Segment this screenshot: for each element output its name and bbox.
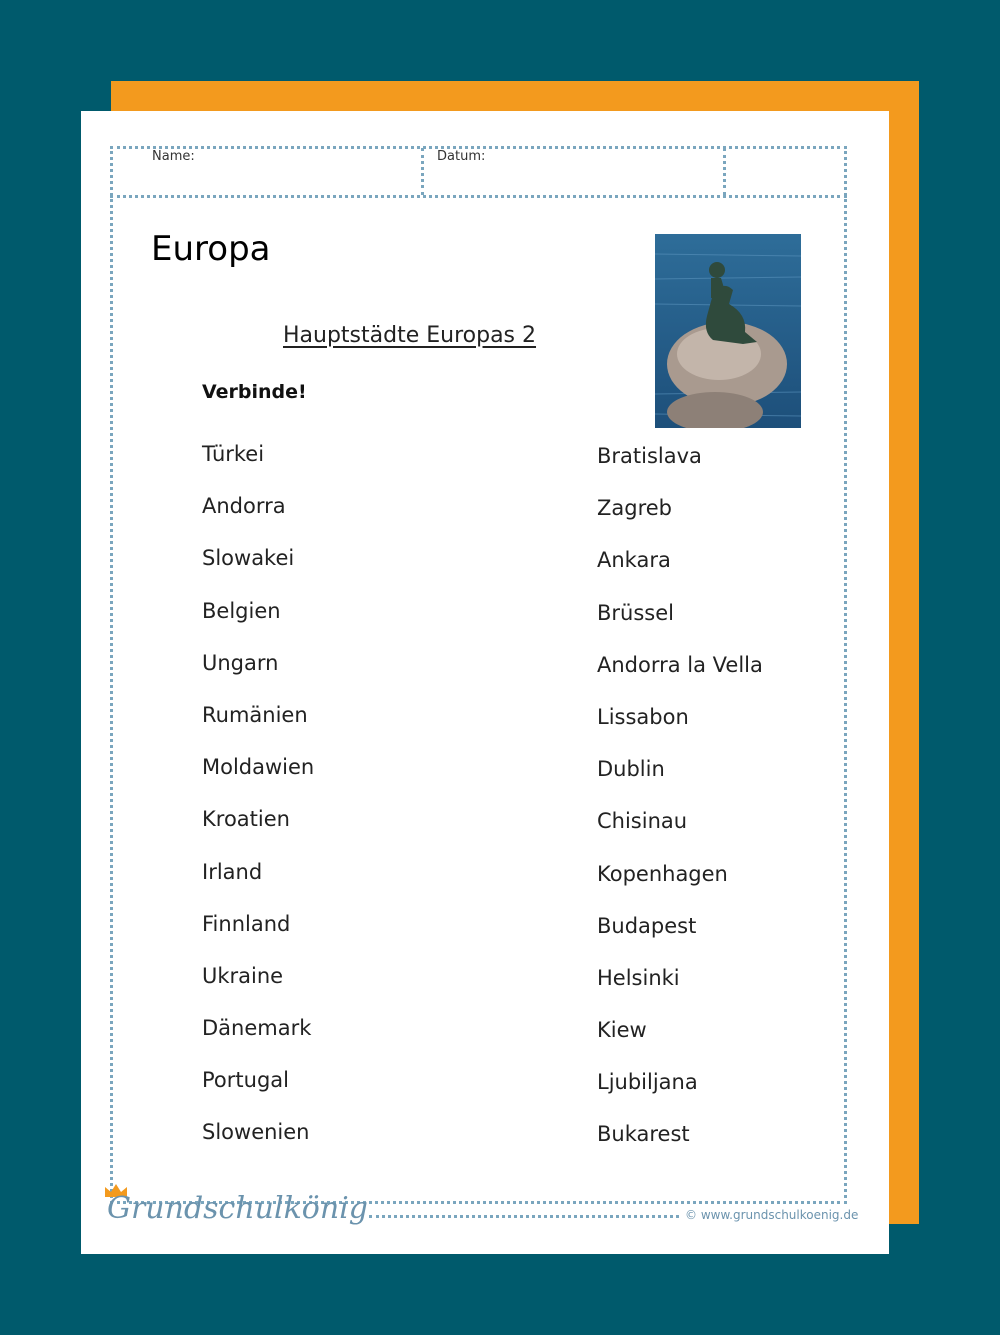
capital-item: Kopenhagen	[597, 861, 728, 886]
date-label: Datum:	[437, 149, 486, 164]
country-item: Portugal	[202, 1068, 289, 1093]
capital-item: Bratislava	[597, 444, 702, 468]
header-divider	[110, 195, 847, 198]
country-item: Kroatien	[202, 807, 290, 832]
header-divider-1	[421, 148, 424, 195]
capital-list	[597, 444, 763, 1175]
worksheet	[81, 111, 889, 1254]
country-item: Andorra	[202, 494, 286, 519]
country-item: Dänemark	[202, 1016, 312, 1041]
capital-item: Lissabon	[597, 704, 689, 729]
capital-item: Zagreb	[597, 496, 673, 521]
capital-item: Brüssel	[597, 600, 674, 625]
page-title: Europa	[151, 229, 271, 269]
country-item: Moldawien	[202, 755, 315, 780]
country-item: Slowakei	[202, 546, 295, 571]
instruction-text: Verbinde!	[202, 381, 307, 403]
footer-dotted-line	[369, 1215, 679, 1218]
capital-item: Bukarest	[597, 1122, 690, 1147]
country-item: Slowenien	[202, 1120, 310, 1145]
name-label: Name:	[152, 149, 195, 164]
header-divider-2	[723, 148, 726, 195]
capital-item: Dublin	[597, 757, 665, 782]
country-item: Belgien	[202, 598, 281, 623]
country-item: Ukraine	[202, 963, 284, 988]
capital-item: Helsinki	[597, 965, 680, 990]
country-item: Finnland	[202, 911, 291, 936]
country-list	[202, 442, 314, 1173]
capital-item: Andorra la Vella	[597, 652, 763, 677]
capital-item: Chisinau	[597, 809, 688, 834]
little-mermaid-statue-photo	[655, 234, 801, 428]
country-item: Rumänien	[202, 702, 308, 727]
capital-item: Ankara	[597, 548, 671, 573]
brand-logo: Grundschulkönig	[107, 1191, 368, 1226]
country-item: Türkei	[202, 442, 265, 466]
country-item: Irland	[202, 859, 263, 884]
capital-item: Kiew	[597, 1018, 647, 1043]
capital-item: Ljubiljana	[597, 1070, 698, 1095]
worksheet-subtitle: Hauptstädte Europas 2	[283, 323, 537, 348]
footer-url: © www.grundschulkoenig.de	[685, 1208, 859, 1222]
country-item: Ungarn	[202, 650, 279, 675]
capital-item: Budapest	[597, 913, 697, 938]
